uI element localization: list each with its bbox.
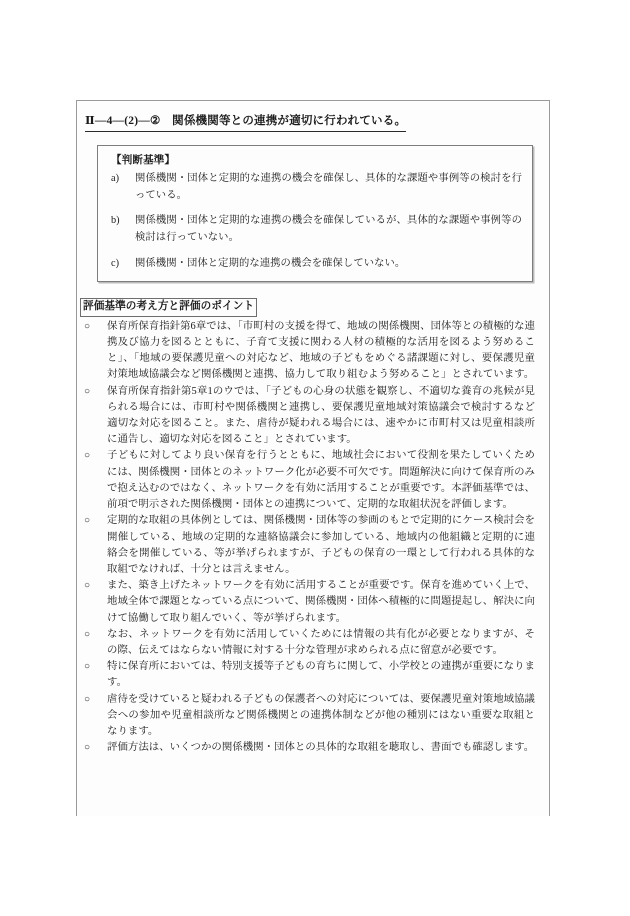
circle-bullet-icon: ○ (84, 450, 91, 462)
criteria-item-a (107, 171, 522, 204)
document-frame (76, 100, 550, 816)
list-item (80, 627, 535, 659)
section-label-evaluation-points: 評価基準の考え方と評価のポイント (80, 298, 257, 316)
list-item (80, 319, 535, 384)
page-title: Ⅱ―4―(2)―② 関係機関等との連携が適切に行われている。 (85, 113, 406, 132)
criteria-marker-b: b) (111, 215, 120, 227)
title-row (77, 101, 549, 136)
criteria-marker-a: a) (111, 173, 119, 184)
list-item-text: 虐待を受けていると疑われる子どもの保護者への対応については、要保護児童対策地域協議会への参加や児童相談所など関係機関との連携体制などが他の種別にはない重要な取組となります。 (107, 693, 535, 738)
circle-bullet-icon: ○ (84, 320, 91, 332)
list-item-text: 保育所保育指針第5章1のウでは、「子どもの心身の状態を観察し、不適切な養育の兆候が見られる場合には、市町村や関係機関と連携し、要保護児童地域対策協議会で検討するなど適切な対応を図ること。また、虐待が疑われる場合には、速やかに市町村又は児童相談所に通告し、適切な対応を図ること」とされています。 (107, 385, 535, 446)
list-item-text: 子どもに対してより良い保育を行うとともに、地域社会において役割を果たしていくためには、関係機関・団体とのネットワーク化が必要不可欠です。問題解決に向けて保育所のみで抱え込むのではなく、ネットワークを有効に活用することが重要です。本評価基準では、前項で明示された関係機関・団体との連携について、定期的な取組状況を評価します。 (107, 450, 535, 511)
criteria-item-b (107, 213, 522, 246)
circle-bullet-icon: ○ (84, 742, 91, 754)
circle-bullet-icon: ○ (84, 580, 91, 592)
list-item-text: 特に保育所においては、特別支援等子どもの育ちに関して、小学校との連携が重要になります。 (107, 661, 535, 689)
list-item (80, 578, 535, 627)
list-item (80, 513, 535, 578)
circle-bullet-icon: ○ (84, 661, 91, 673)
judgement-criteria-box (97, 145, 533, 282)
list-item (80, 740, 535, 756)
criteria-heading: 【判断基準】 (111, 155, 176, 167)
criteria-box-wrapper (97, 145, 533, 282)
criteria-text-a: 関係機関・団体と定期的な連携の機会を確保し、具体的な課題や事例等の検討を行っている。 (135, 173, 522, 201)
list-item (80, 659, 535, 691)
criteria-item-c (107, 256, 522, 273)
circle-bullet-icon: ○ (84, 515, 91, 527)
list-item-text: 定期的な取組の具体例としては、関係機関・団体等の参画のもとで定期的にケース検討会を開催している、地域の定期的な連絡協議会に参加している、地域内の他組織と定期的に連絡会を開催している、等が挙げられますが、子どもの保育の一環として行われる具体的な取組でなければ、十分とは言えません。 (107, 515, 535, 575)
criteria-text-c: 関係機関・団体と定期的な連携の機会を確保していない。 (135, 257, 406, 269)
list-item (80, 384, 535, 449)
section-label-wrapper (80, 296, 549, 316)
criteria-text-b: 関係機関・団体と定期的な連携の機会を確保しているが、具体的な課題や事例等の検討は行っていない。 (135, 215, 522, 244)
list-item (80, 692, 535, 741)
circle-bullet-icon: ○ (84, 693, 91, 705)
list-item (80, 448, 535, 513)
circle-bullet-icon: ○ (84, 385, 91, 397)
list-item-text: 評価方法は、いくつかの関係機関・団体との具体的な取組を聴取し、書面でも確認します。 (107, 742, 535, 754)
list-item-text: また、築き上げたネットワークを有効に活用することが重要です。保育を進めていく上で、地域全体で課題となっている点について、関係機関・団体へ積極的に問題提起し、解決に向けて協働して取り組んでいく、等が挙げられます。 (107, 580, 535, 624)
list-item-text: 保育所保育指針第6章では、「市町村の支援を得て、地域の関係機関、団体等との積極的な連携及び協力を図るとともに、子育て支援に関わる人材の積極的な活用を図るよう努めること」、「地域の要保護児童への対応など、地域の子どもをめぐる諸課題に対し、要保護児童対策地域協議会など関係機関と連携、協力して取り組むよう努めること」とされています。 (107, 320, 535, 381)
evaluation-points-list (80, 319, 535, 757)
circle-bullet-icon: ○ (84, 628, 91, 640)
criteria-marker-c: c) (111, 257, 119, 269)
list-item-text: なお、ネットワークを有効に活用していくためには情報の共有化が必要となりますが、その際、伝えてはならない情報に対する十分な管理が求められる点に留意が必要です。 (107, 628, 535, 657)
